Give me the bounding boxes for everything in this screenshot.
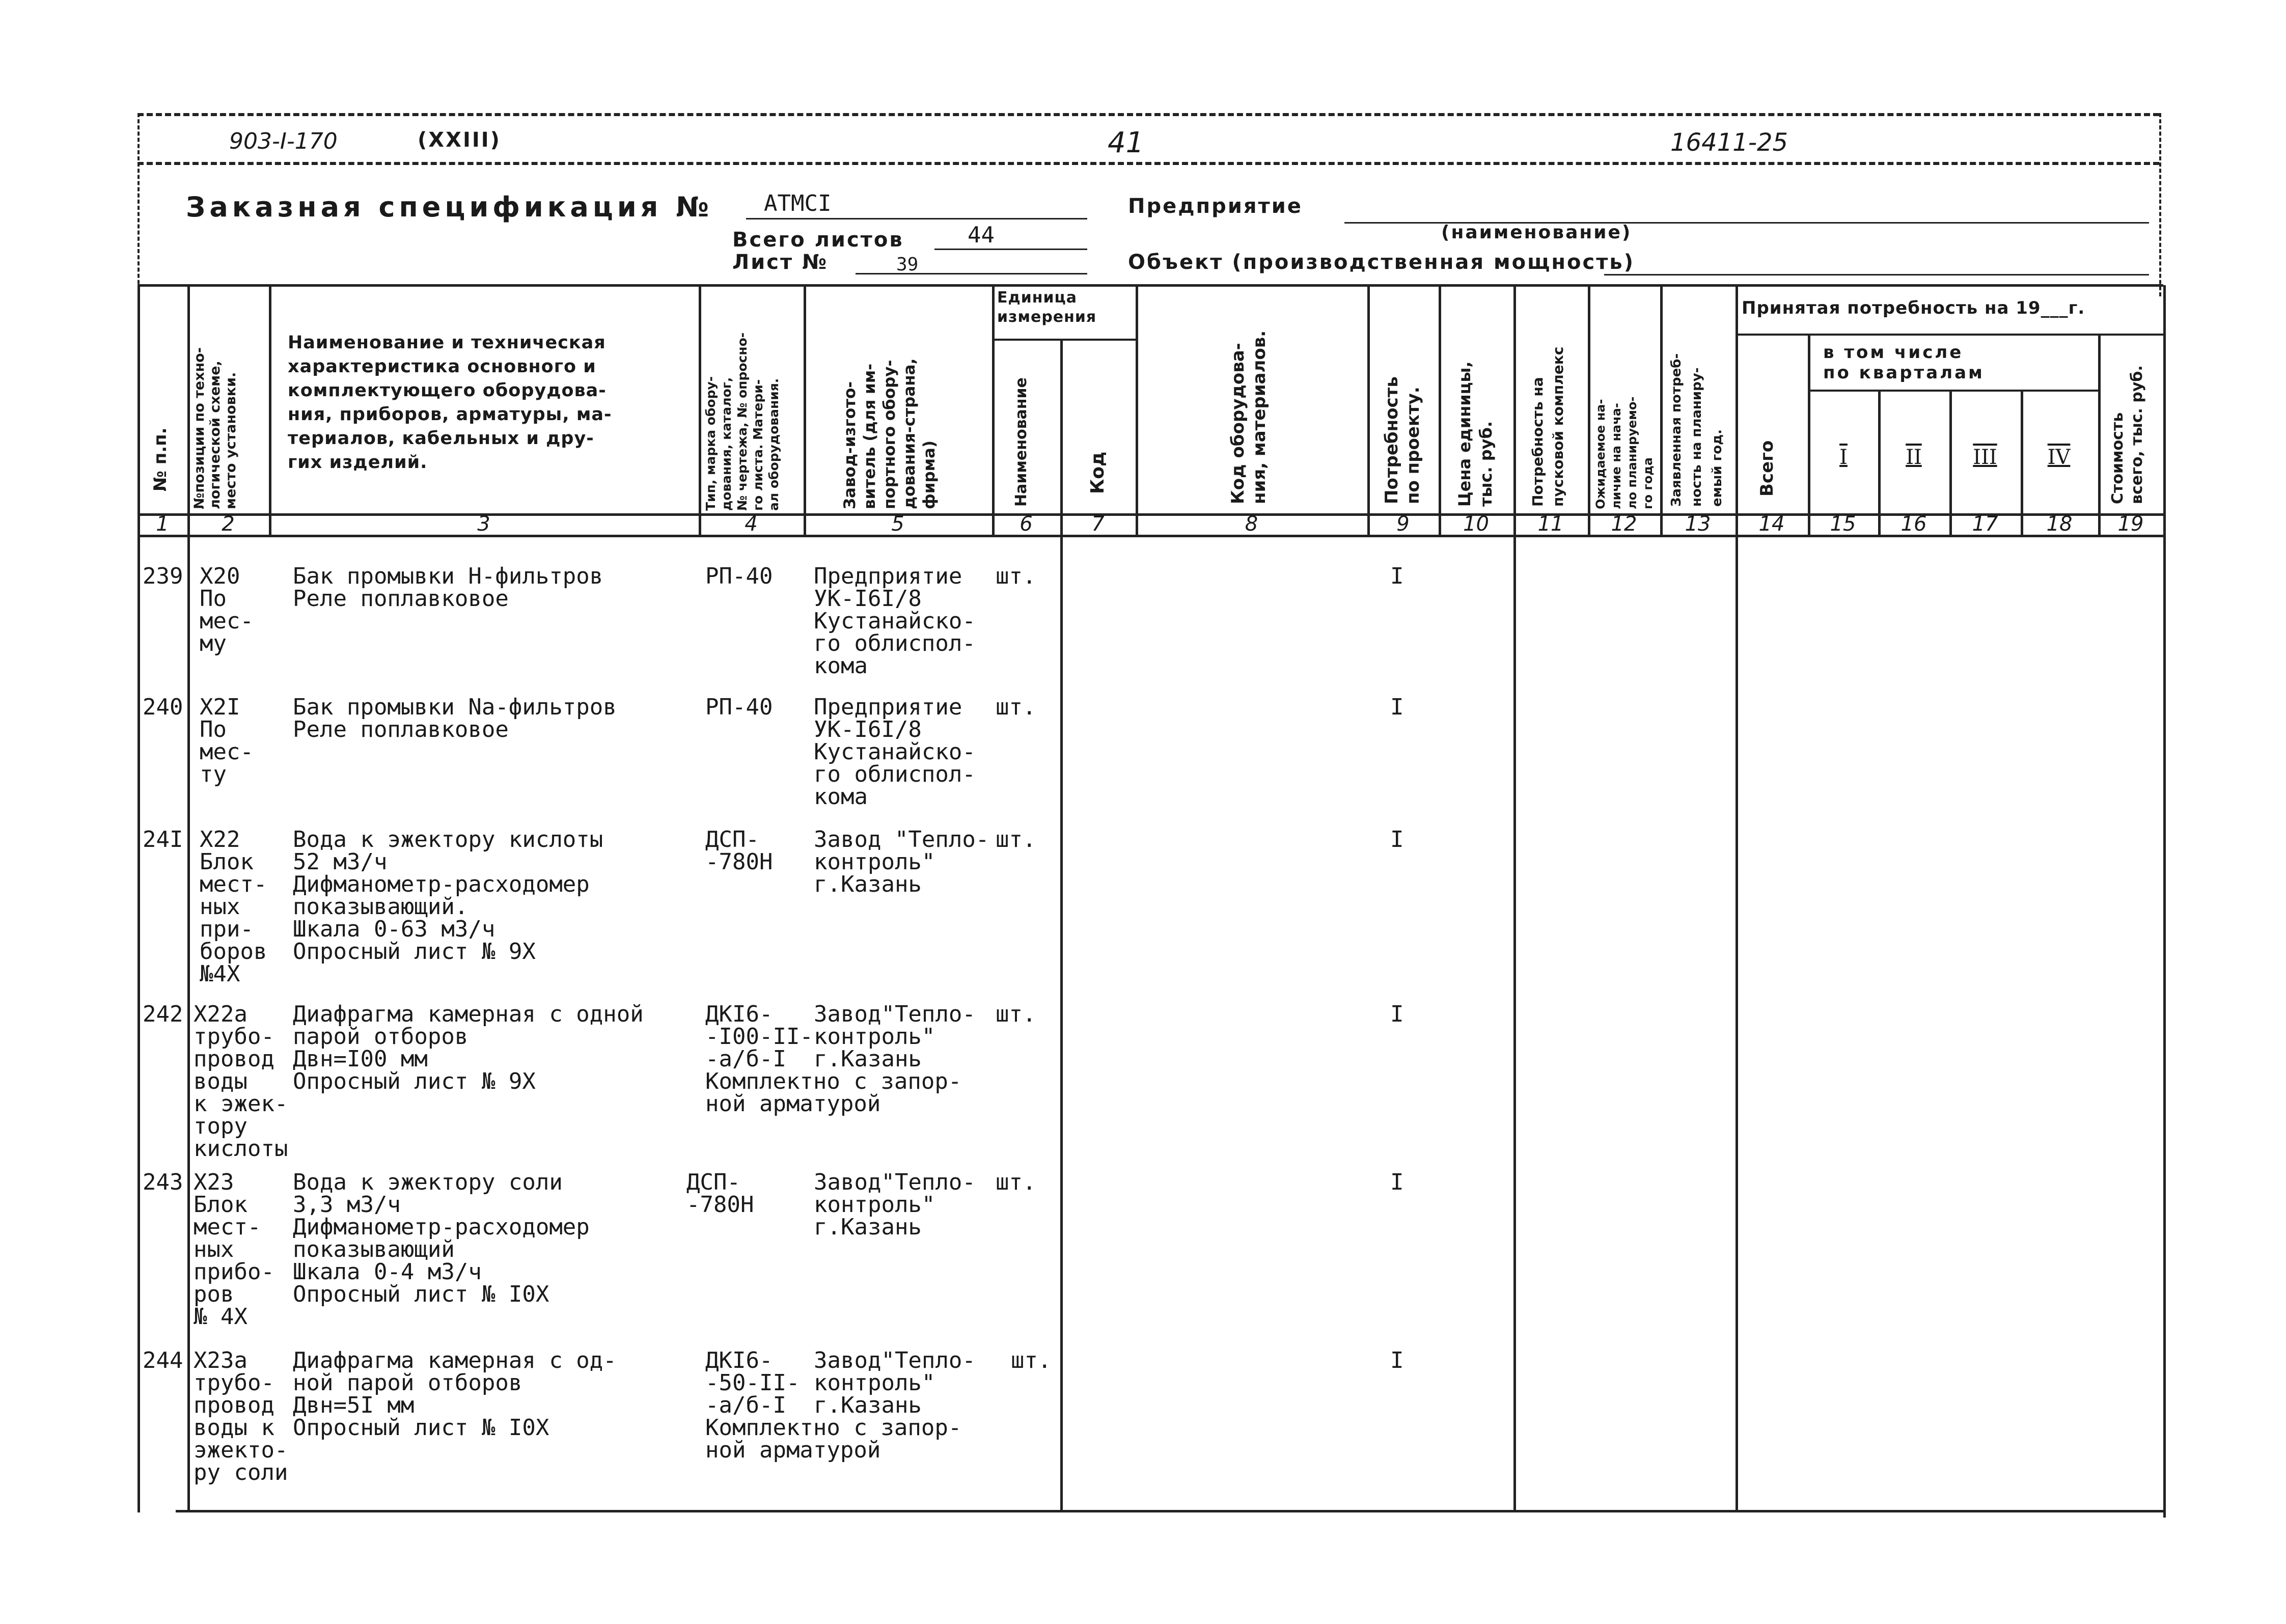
body-divider-num xyxy=(187,535,190,1510)
row-type: РП-40 xyxy=(705,563,773,589)
sheet-header-divider xyxy=(137,162,2159,165)
header-col-8: Код оборудова- ния, материалов. xyxy=(1228,330,1270,504)
col-number-19: 19 xyxy=(2117,512,2144,536)
col-number-10: 10 xyxy=(1463,512,1489,536)
row-name: Бак промывки Na-фильтров Реле поплавковое xyxy=(293,694,617,742)
header-unit-group: Единица измерения xyxy=(997,289,1097,326)
frame-left-edge xyxy=(137,285,140,1512)
total-sheets-label: Всего листов xyxy=(732,228,904,252)
header-col-2: №позиции по техно- логической схеме, место установки. xyxy=(191,347,239,509)
row-unit: шт. xyxy=(996,563,1036,589)
row-unit: шт. xyxy=(1011,1347,1052,1373)
header-col-4: Тип, марка обору- дования, каталог, № чертежа, № опросно- го листа. Матери- ал оборудования. xyxy=(703,332,781,511)
row-maker: Завод"Тепло- контроль" г.Казань xyxy=(814,1001,976,1072)
header-col-16: II xyxy=(1906,446,1922,469)
sheet-no-underline xyxy=(856,273,1087,274)
col-number-5: 5 xyxy=(891,512,904,536)
header-col-14: Всего xyxy=(1757,440,1777,497)
total-sheets-underline xyxy=(934,249,1087,250)
sheet-no-value: 39 xyxy=(896,254,919,275)
enterprise-hint: (наименование) xyxy=(1441,222,1632,243)
row-quantity: I xyxy=(1390,1001,1404,1027)
frame-bottom-border xyxy=(176,1510,2164,1512)
col-number-17: 17 xyxy=(1972,512,1998,536)
row-unit: шт. xyxy=(996,1001,1036,1027)
col-divider-18 xyxy=(2098,334,2101,535)
header-col-12: Ожидаемое на- личие на нача- ло планируемо- го года xyxy=(1593,396,1655,509)
col-number-4: 4 xyxy=(745,512,758,536)
col-divider-4 xyxy=(804,284,806,535)
row-type: ДКI6- -I00-II- -а/б-I Комплектно с запор- ной арматурой xyxy=(705,1001,962,1117)
enterprise-label: Предприятие xyxy=(1128,195,1303,218)
col-divider-2 xyxy=(269,284,271,535)
frame-top-border xyxy=(137,113,2159,116)
row-position: X22а трубо- провод воды к эжек- тору кислоты xyxy=(194,1001,288,1162)
row-quantity: I xyxy=(1390,563,1404,589)
body-divider-total xyxy=(1736,535,1738,1510)
row-quantity: I xyxy=(1390,827,1404,852)
header-col-15: I xyxy=(1839,446,1848,469)
col-divider-11 xyxy=(1588,284,1590,535)
page-number: 41 xyxy=(1108,126,1144,159)
col-number-12: 12 xyxy=(1611,512,1637,536)
header-col-18: IV xyxy=(2047,446,2071,469)
col-number-11: 11 xyxy=(1537,512,1564,536)
body-divider-pos xyxy=(1060,535,1063,1510)
row-position: X22 Блок мест- ных при- боров №4Х xyxy=(200,827,267,987)
quarter-group-divider xyxy=(1808,390,2098,392)
col-number-9: 9 xyxy=(1396,512,1410,536)
row-name: Вода к эжектору кислоты 52 м3/ч Дифманометр-расходомер показывающий. Шкала 0-63 м3/ч Опросный лист № 9Х xyxy=(293,827,603,965)
col-number-2: 2 xyxy=(222,512,235,536)
col-number-15: 15 xyxy=(1830,512,1856,536)
sheet-no-label: Лист № xyxy=(732,251,829,274)
total-sheets-value: 44 xyxy=(968,222,995,248)
col-number-18: 18 xyxy=(2046,512,2073,536)
row-type: ДКI6- -50-II- -а/б-I Комплектно с запор- ной арматурой xyxy=(705,1347,962,1463)
row-maker: Предприятие УК-I6I/8 Кустанайско- го облиспол- кома xyxy=(814,694,976,810)
col-number-3: 3 xyxy=(477,512,490,536)
col-divider-13 xyxy=(1736,284,1738,535)
col-number-13: 13 xyxy=(1685,512,1711,536)
object-underline xyxy=(1604,274,2149,276)
col-divider-10 xyxy=(1513,284,1516,535)
spec-number-underline xyxy=(746,218,1087,219)
header-col-17: III xyxy=(1973,446,1997,469)
row-position: X2I По мес- ту xyxy=(200,694,254,787)
col-number-8: 8 xyxy=(1245,512,1258,536)
header-col-10: Цена единицы, тыс. руб. xyxy=(1455,361,1496,507)
row-number: 243 xyxy=(143,1169,183,1195)
row-maker: Завод"Тепло- контроль" г.Казань xyxy=(814,1169,976,1240)
spec-number: АТМСI xyxy=(764,190,832,216)
header-col-7: Код xyxy=(1087,451,1108,494)
row-number: 239 xyxy=(143,563,183,589)
header-col-9: Потребность по проекту. xyxy=(1382,376,1423,504)
body-divider-code xyxy=(1513,535,1516,1510)
header-quarter-group: в том числе по кварталам xyxy=(1823,342,1985,383)
row-number: 242 xyxy=(143,1001,183,1027)
col-number-1: 1 xyxy=(156,512,169,536)
frame-right-border xyxy=(2159,113,2161,296)
row-position: X20 По мес- му xyxy=(200,563,254,656)
row-number: 244 xyxy=(143,1347,183,1373)
header-col-6: Наименование xyxy=(1012,377,1030,507)
col-divider-5 xyxy=(992,284,995,535)
col-divider-14 xyxy=(1808,334,1810,535)
frame-left-border xyxy=(137,113,140,296)
col-divider-6 xyxy=(1060,339,1063,535)
row-quantity: I xyxy=(1390,694,1404,720)
row-type: РП-40 xyxy=(705,694,773,720)
col-divider-7 xyxy=(1136,284,1138,535)
header-col-13: Заявленная потреб- ность на планиру- емый год. xyxy=(1669,353,1725,507)
col-divider-12 xyxy=(1660,284,1663,535)
header-col-1: № п.п. xyxy=(150,427,171,491)
row-position: X23 Блок мест- ных прибо- ров № 4Х xyxy=(194,1169,274,1330)
col-number-7: 7 xyxy=(1091,512,1105,536)
row-type: ДСП- -780Н xyxy=(686,1169,754,1218)
col-divider-9 xyxy=(1439,284,1441,535)
unit-group-divider xyxy=(992,339,1136,341)
row-unit: шт. xyxy=(996,827,1036,852)
registration-number: 16411-25 xyxy=(1670,128,1788,157)
project-code: 903-I-170 xyxy=(229,128,338,154)
row-name: Диафрагма камерная с од- ной парой отборов Двн=5I мм Опросный лист № I0Х xyxy=(293,1347,617,1441)
row-maker: Завод"Тепло- контроль" г.Казань xyxy=(814,1347,976,1418)
row-number: 240 xyxy=(143,694,183,720)
spec-title-label: Заказная спецификация № xyxy=(186,191,713,223)
row-maker: Предприятие УК-I6I/8 Кустанайско- го облиспол- кома xyxy=(814,563,976,679)
row-quantity: I xyxy=(1390,1169,1404,1195)
col-divider-3 xyxy=(699,284,701,535)
row-position: X23а трубо- провод воды к эжекто- ру соли xyxy=(194,1347,288,1485)
col-number-14: 14 xyxy=(1758,512,1785,536)
col-number-16: 16 xyxy=(1901,512,1927,536)
col-divider-8 xyxy=(1367,284,1370,535)
row-quantity: I xyxy=(1390,1347,1404,1373)
album-number: (XXIII) xyxy=(418,128,501,152)
row-number: 24I xyxy=(143,827,183,852)
header-accepted-group: Принятая потребность на 19___г. xyxy=(1742,298,2085,318)
object-label: Объект (производственная мощность) xyxy=(1128,251,1635,274)
header-col-3: Наименование и техническая характеристика основного и комплектующего оборудова- ния, приборов, арматуры, ма- териалов, кабельных и дру- гих изделий. xyxy=(288,333,612,473)
table-top-border xyxy=(137,284,2163,287)
frame-right-edge xyxy=(2163,285,2166,1518)
row-name: Диафрагма камерная с одной парой отборов Двн=I00 мм Опросный лист № 9Х xyxy=(293,1001,644,1094)
header-col-19: Стоимость всего, тыс. руб. xyxy=(2109,365,2146,504)
col-number-6: 6 xyxy=(1020,512,1033,536)
row-unit: шт. xyxy=(996,1169,1036,1195)
row-maker: Завод "Тепло- контроль" г.Казань xyxy=(814,827,989,897)
row-name: Бак промывки Н-фильтров Реле поплавковое xyxy=(293,563,603,612)
header-col-11: Потребность на пусковой комплекс xyxy=(1529,346,1566,507)
row-name: Вода к эжектору соли 3,3 м3/ч Дифманометр-расходомер показывающий Шкала 0-4 м3/ч Опросный лист № I0Х xyxy=(293,1169,590,1307)
header-col-5: Завод-изгото- витель (для им- портного обору- дования-страна, фирма) xyxy=(841,358,939,509)
col-divider-1 xyxy=(187,284,190,535)
row-unit: шт. xyxy=(996,694,1036,720)
row-type: ДСП- -780Н xyxy=(705,827,773,875)
